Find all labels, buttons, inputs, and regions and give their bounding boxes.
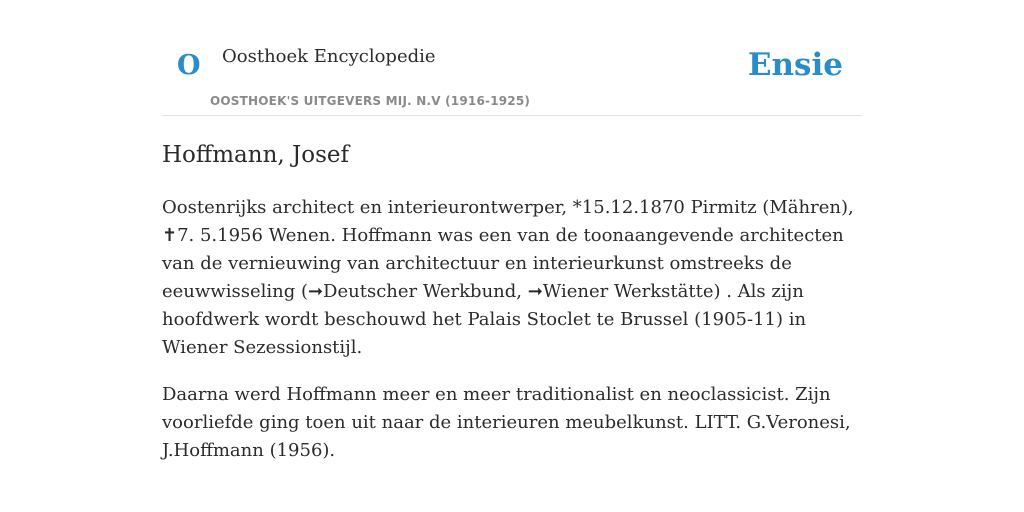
site-logo[interactable]: O [177, 50, 201, 81]
entry-title: Hoffmann, Josef [162, 142, 350, 168]
publisher-subtitle: OOSTHOEK'S UITGEVERS MIJ. N.V (1916-1925) [210, 94, 531, 108]
page-container [162, 0, 862, 465]
entry-paragraph-2: Daarna werd Hoffmann meer en meer traditionalist en neoclassicist. Zijn voorliefde ging toen uit naar de interieuren meubelkunst. LITT. G.Veronesi, J.Hoffmann (1956). [162, 383, 851, 461]
site-header [162, 0, 862, 116]
entry-paragraph-1: Oostenrijks architect en interieurontwerper, *15.12.1870 Pirmitz (Mähren), ✝7. 5.1956 Wenen. Hoffmann was een van de toonaangevende architecten van de vernieuwing van architectuur en interieurkunst omstreeks de eeuwwisseling (➞Deutscher Werkbund, ➞Wiener Werkstätte) . Als zijn hoofdwerk wordt beschouwd het Palais Stoclet te Brussel (1905-11) in Wiener Sezessionstijl. [162, 196, 854, 358]
ensie-brand-link[interactable]: Ensie [747, 47, 843, 83]
site-title[interactable]: Oosthoek Encyclopedie [222, 46, 436, 67]
